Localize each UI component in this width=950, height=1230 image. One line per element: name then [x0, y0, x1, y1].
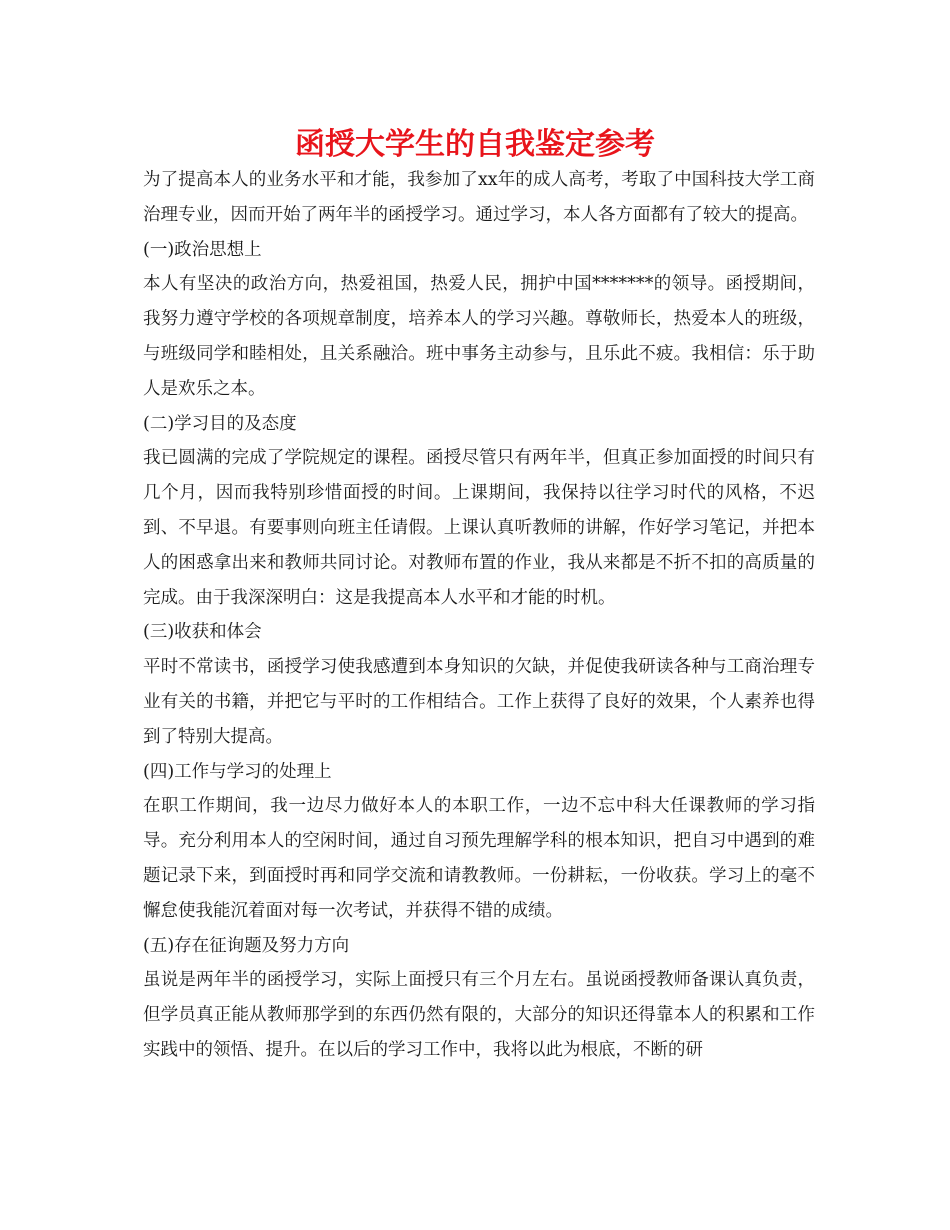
section-heading: (四)工作与学习的处理上 [143, 761, 332, 782]
section-paragraph: 我已圆满的完成了学院规定的课程。函授尽管只有两年半，但真正参加面授的时间只有几个月，因而我特别珍惜面授的时间。上课期间，我保持以往学习时代的风格，不迟到、不早退。有要事则向班主任请假。上课认真听教师的讲解，作好学习笔记，并把本人的困惑拿出来和教师共同讨论。对教师布置的作业，我从来都是不折不扣的高质量的完成。由于我深深明白：这是我提高本人水平和才能的时机。 [143, 448, 815, 608]
page-title: 函授大学生的自我鉴定参考 [295, 127, 655, 162]
document-body [143, 163, 815, 1068]
section-paragraph: 本人有坚决的政治方向，热爱祖国，热爱人民，拥护中国*******的领导。函授期间，我努力遵守学校的各项规章制度，培养本人的学习兴趣。尊敬师长，热爱本人的班级，与班级同学和睦相处，且关系融洽。班中事务主动参与，且乐此不疲。我相信：乐于助人是欢乐之本。 [143, 274, 815, 399]
section-paragraph: 虽说是两年半的函授学习，实际上面授只有三个月左右。虽说函授教师备课认真负责，但学员真正能从教师那学到的东西仍然有限的，大部分的知识还得靠本人的积累和工作实践中的领悟、提升。在以后的学习工作中，我将以此为根底，不断的研 [143, 970, 815, 1060]
section-paragraph: 平时不常读书，函授学习使我感遭到本身知识的欠缺，并促使我研读各种与工商治理专业有关的书籍，并把它与平时的工作相结合。工作上获得了良好的效果，个人素养也得到了特别大提高。 [143, 657, 815, 747]
section-heading: (二)学习目的及态度 [143, 413, 297, 434]
section-heading: (五)存在征询题及努力方向 [143, 935, 350, 956]
section-paragraph: 在职工作期间，我一边尽力做好本人的本职工作，一边不忘中科大任课教师的学习指导。充分利用本人的空闲时间，通过自习预先理解学科的根本知识，把自习中遇到的难题记录下来，到面授时再和同学交流和请教教师。一份耕耘，一份收获。学习上的毫不懈怠使我能沉着面对每一次考试，并获得不错的成绩。 [143, 796, 815, 921]
section-heading: (一)政治思想上 [143, 239, 262, 260]
section-heading: (三)收获和体会 [143, 622, 262, 643]
intro-paragraph: 为了提高本人的业务水平和才能，我参加了xx年的成人高考，考取了中国科技大学工商治理专业，因而开始了两年半的函授学习。通过学习，本人各方面都有了较大的提高。 [143, 170, 815, 225]
